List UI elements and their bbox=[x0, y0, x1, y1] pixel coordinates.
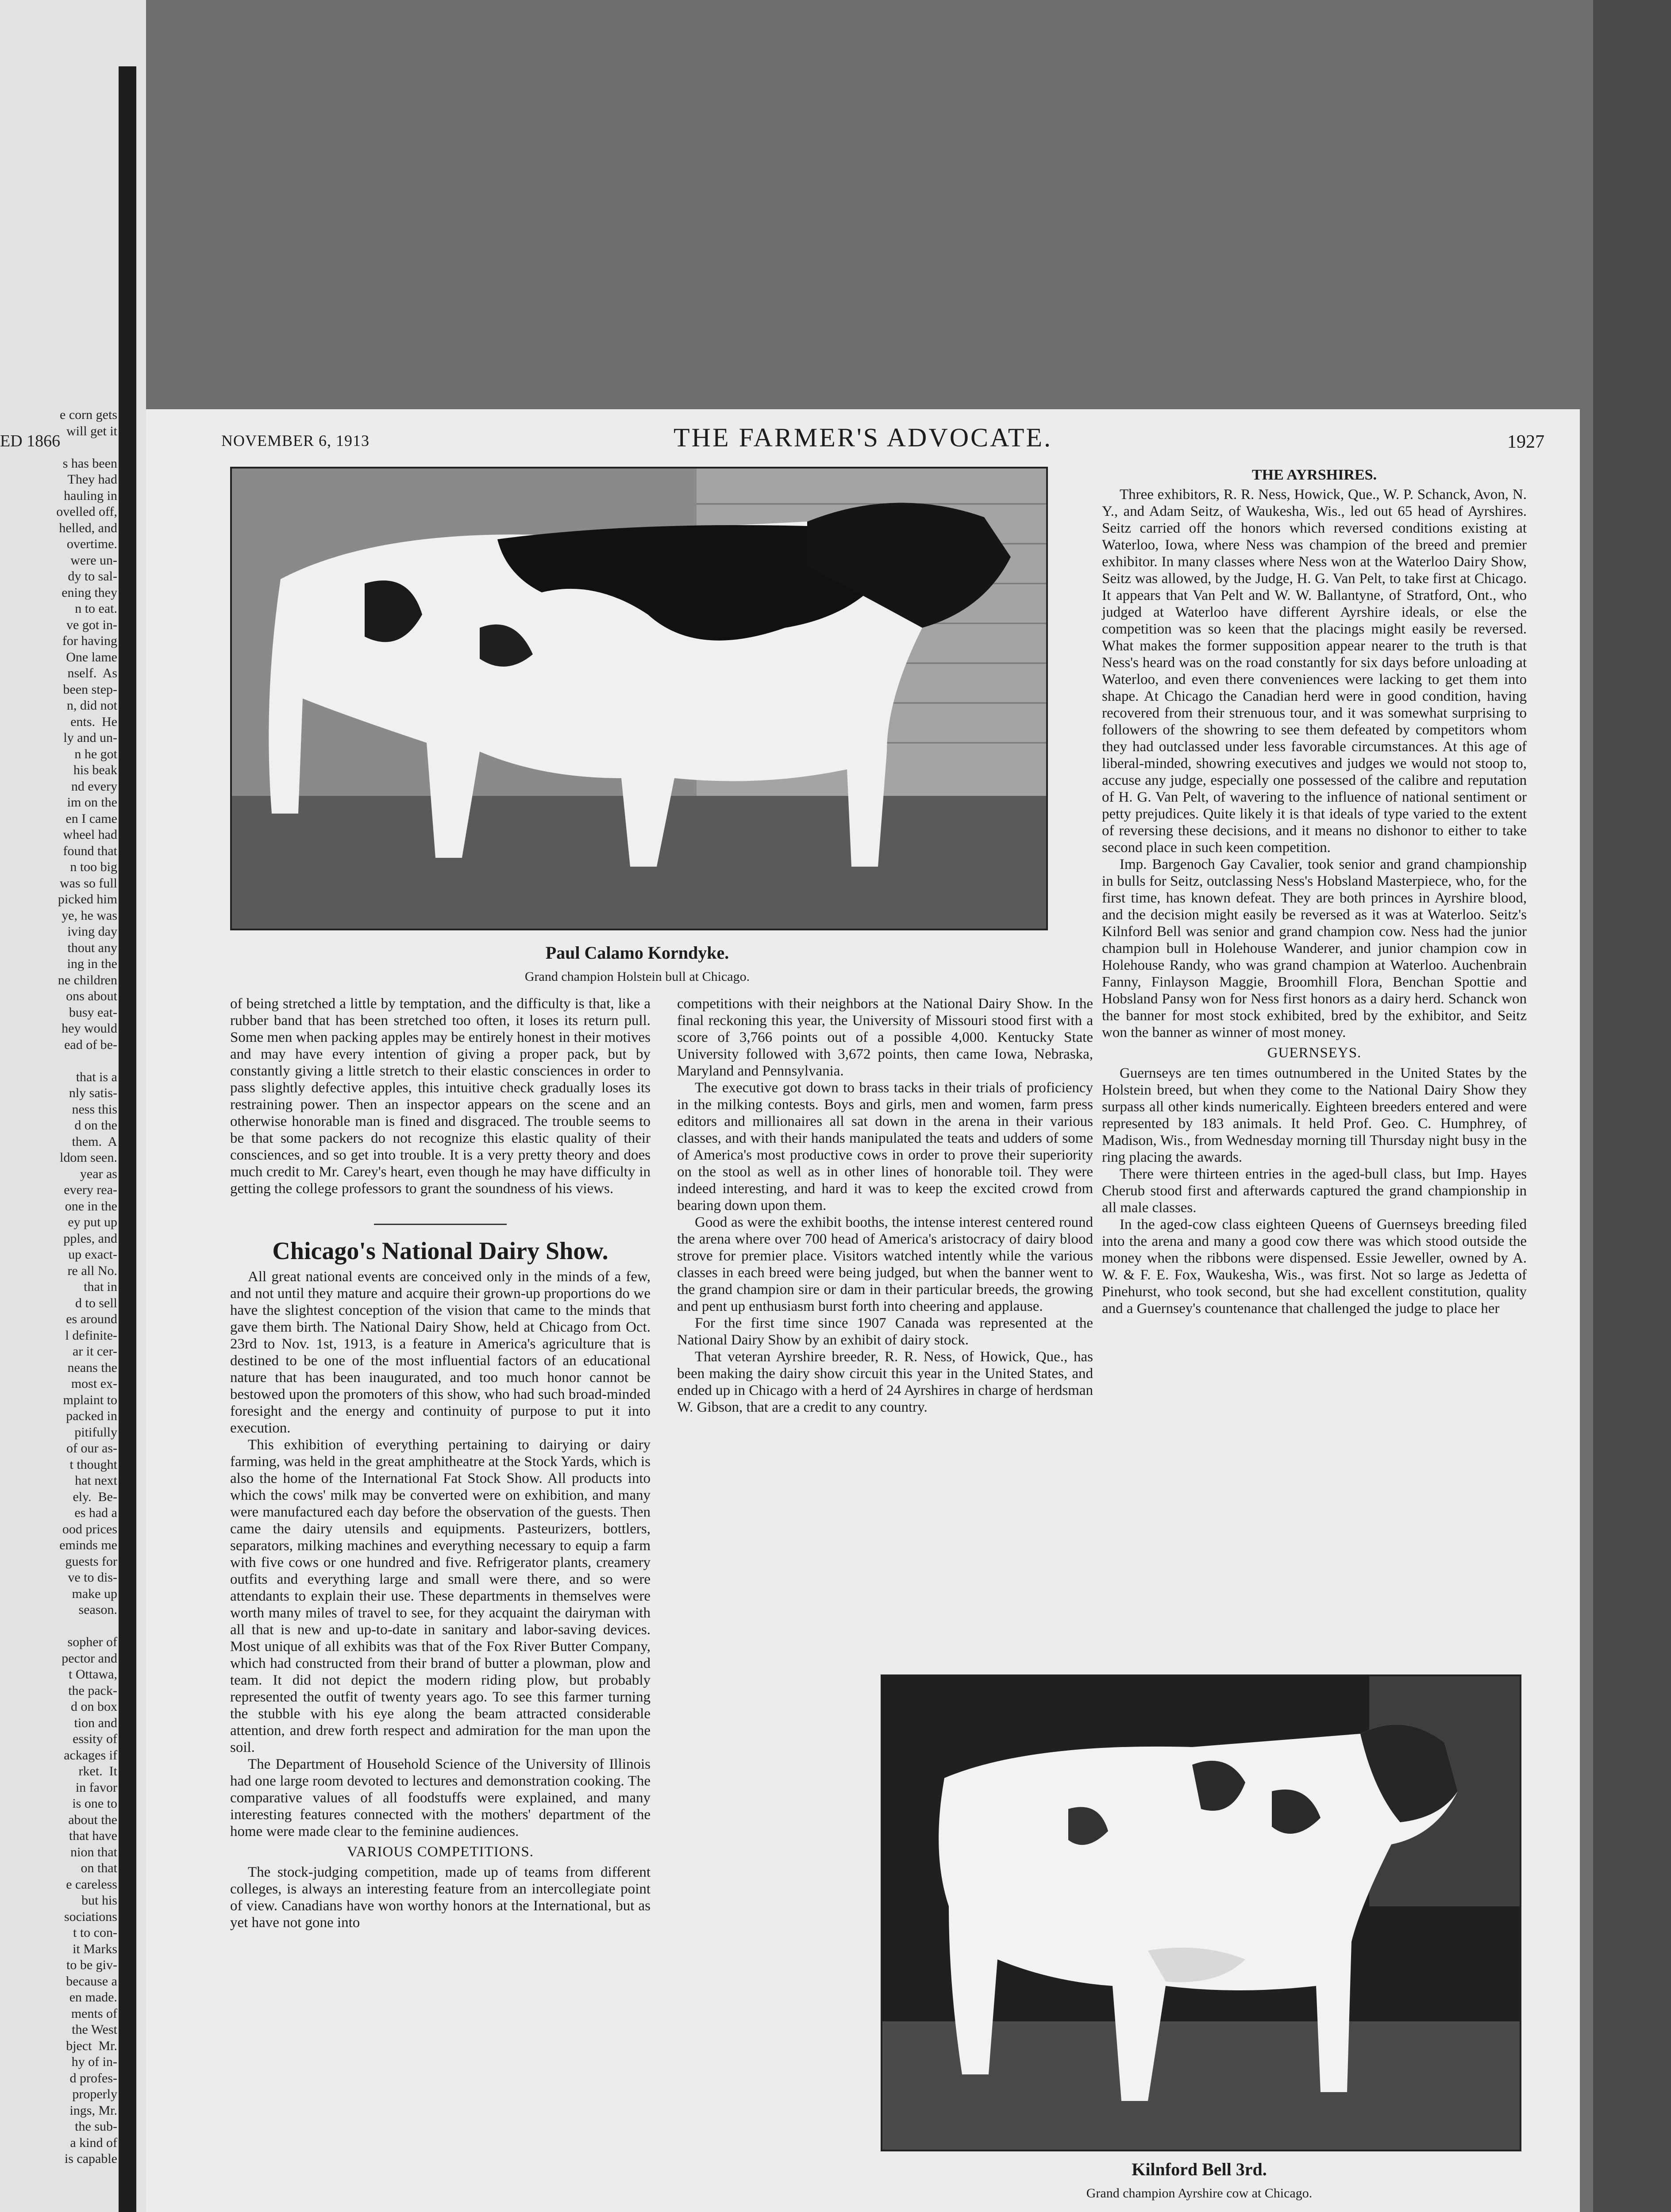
col1-paragraph: The stock-judging competition, made up of teams from different colleges, is always an interesting feature from an intercollegiate point of view. Canadians have won worthy honors at the International, but as yet have not gone into bbox=[230, 1864, 651, 1931]
facing-page-line: a kind of bbox=[70, 2135, 117, 2150]
facing-page-line: essity of bbox=[73, 1732, 117, 1746]
facing-page-line: ackages if bbox=[64, 1747, 117, 1763]
facing-page-line bbox=[0, 1053, 117, 1069]
facing-page-line: about the bbox=[68, 1812, 117, 1827]
facing-page-line: d on the bbox=[74, 1118, 117, 1133]
facing-page-line: ings, Mr. bbox=[69, 2103, 117, 2118]
bull-image bbox=[232, 469, 1046, 929]
facing-page-line: will get it bbox=[66, 423, 117, 438]
col3-paragraph: Imp. Bargenoch Gay Cavalier, took senior and grand championship in bulls for Seitz, outclassing Ness's Hobsland Masterpiece, who, for the first time, has known defeat. They are both princes in Ayrshire blood, and the decision might easily be reversed as it was at Waterloo. Seitz's Kilnford Bell was senior and grand champion cow. Ness had the junior champion bull in Holehouse Wanderer, and junior champion cow in Holehouse Randy, who was grand champion at Waterloo. Auchenbrain Fanny, Finlayson Maggie, Broomhill Flora, Benchan Spottie and Hobsland Pansy won for Ness first honors as a dairy herd. Schanck won the banner for most stock exhibited, bred by the exhibitor, and Seitz won the banner as winner of most money. bbox=[1102, 856, 1527, 1041]
facing-page-line: sociations bbox=[64, 1909, 117, 1924]
facing-page-line: ood prices bbox=[62, 1521, 117, 1536]
facing-page-line: it Marks bbox=[73, 1941, 117, 1956]
facing-page-line: ely. Be- bbox=[73, 1489, 117, 1504]
facing-page-line: his beak bbox=[73, 763, 117, 777]
col1-paragraph: The Department of Household Science of the University of Illinois had one large room devoted to lectures and demonstration cooking. The comparative values of all foodstuffs were explained, and many interesting features connected with the mothers' department of the home were made clear to the feminine audiences. bbox=[230, 1756, 651, 1839]
facing-page-line: season. bbox=[78, 1602, 117, 1617]
bull-caption-subtitle: Grand champion Holstein bull at Chicago. bbox=[524, 969, 750, 984]
facing-page-line: en I came bbox=[65, 811, 117, 826]
facing-page-line: One lame bbox=[66, 649, 117, 664]
facing-page-line: nly satis- bbox=[69, 1086, 117, 1100]
article-heading: Chicago's National Dairy Show. bbox=[272, 1237, 608, 1265]
facing-page-line: the pack- bbox=[68, 1683, 117, 1698]
facing-page-line: hauling in bbox=[64, 488, 117, 503]
facing-page-line: ons about bbox=[66, 989, 117, 1003]
section-subheading: VARIOUS COMPETITIONS. bbox=[347, 1844, 534, 1860]
facing-page-line: im on the bbox=[67, 795, 117, 810]
facing-page-line: most ex- bbox=[71, 1376, 117, 1391]
facing-page-line: mplaint to bbox=[63, 1392, 117, 1407]
facing-page-line: but his bbox=[81, 1893, 117, 1908]
facing-page-line: properly bbox=[72, 2087, 117, 2101]
section-heading-ayrshires: THE AYRSHIRES. bbox=[1251, 467, 1377, 483]
facing-page-line: was so full bbox=[60, 876, 117, 891]
facing-page-line: re all No. bbox=[67, 1263, 117, 1278]
facing-page-line: overtime. bbox=[66, 537, 117, 551]
book-gutter bbox=[119, 66, 136, 2212]
facing-page-line: ye, he was bbox=[62, 908, 117, 923]
cow-photo bbox=[881, 1674, 1521, 2151]
col1-paragraph: This exhibition of everything pertaining to dairying or dairy farming, was held in the great amphitheatre at the Stock Yards, which is also the home of the International Fat Stock Show. All products into which the cows' milk may be converted were on exhibition, and many were manufactured each day before the observation of the guests. Then came the dairy utensils and equipments. Pasteurizers, bottlers, separators, milking machines and everything necessary to equip a farm with five cows or one hundred and five. Refrigerator plants, creamery outfits and everything large and small were there, and so were attendants to explain their use. These departments in themselves were worth many miles of travel to see, for they acquaint the dairyman with all that is new and up-to-date in sanitary and labor-saving devices. Most unique of all exhibits was that of the Fox River Butter Company, which had constructed from their brand of butter a plowman, plow and team. It did not depict the modern riding plow, but probably represented the outfit of twenty years ago. To see this farmer turning the stubble with his eye along the beam attracted considerable attention, and drew forth respect and admiration for the man upon the soil. bbox=[230, 1437, 651, 1755]
facing-page-line: ne children bbox=[58, 972, 117, 987]
col2-paragraph: competitions with their neighbors at the National Dairy Show. In the final reckoning this year, the University of Missouri stood first with a score of 3,766 points out of a possible 4,000. Kentucky State University followed with 3,672 points, then came Iowa, Nebraska, Maryland and Pennsylvania. bbox=[677, 996, 1093, 1079]
header-date: NOVEMBER 6, 1913 bbox=[221, 432, 370, 449]
bull-photo bbox=[230, 467, 1048, 930]
facing-page-line: for having bbox=[62, 634, 117, 648]
facing-page-line: eminds me bbox=[59, 1538, 117, 1552]
facing-page-line: thout any bbox=[67, 940, 117, 955]
col2-paragraph: For the first time since 1907 Canada was represented at the National Dairy Show by an exhibit of dairy stock. bbox=[677, 1315, 1093, 1348]
facing-page-line: ments of bbox=[71, 2006, 117, 2021]
facing-page-line: of our as- bbox=[66, 1441, 117, 1455]
facing-page-line: ve got in- bbox=[66, 617, 117, 632]
facing-page-line: to be giv- bbox=[66, 1958, 117, 1972]
facing-page-line: l definite- bbox=[65, 1328, 117, 1343]
bull-caption bbox=[230, 942, 1044, 984]
col1-paragraph: All great national events are conceived only in the minds of a few, and not until they mature and acquire their grown-up proportions do we have the slightest conception of the vision that came to the minds that gave them birth. The National Dairy Show, held at Chicago from Oct. 23rd to Nov. 1st, 1913, is a feature in America's agriculture that is destined to be one of the most influential factors of an educational nature that has been inaugurated, and too much honor cannot be bestowed upon the promoters of this show, who had such broad-minded foresight and the energy and continuity of purpose to put it into execution. bbox=[230, 1269, 651, 1436]
facing-page-line: en made. bbox=[69, 1990, 117, 2005]
facing-page-line: pples, and bbox=[63, 1231, 117, 1246]
facing-page-line: n he got bbox=[74, 746, 117, 761]
facing-page-line: wheel had bbox=[63, 827, 117, 842]
facing-page-line: every rea- bbox=[64, 1183, 117, 1197]
facing-page-line: ve to dis- bbox=[68, 1570, 117, 1585]
facing-page-line: hey would bbox=[62, 1021, 117, 1036]
facing-page-line: ing in the bbox=[67, 956, 117, 971]
facing-page-line: one in the bbox=[65, 1198, 117, 1214]
divider bbox=[374, 1224, 507, 1225]
facing-page-line bbox=[0, 1618, 117, 1635]
col1-paragraph: of being stretched a little by temptation, and the difficulty is that, like a rubber band that has been stretched too often, it loses its return pull. Some men when packing apples may be entirely honest in their motives and may have every intention of giving a proper pack, but by constantly giving a little stretch to their elastic consciences in order to pass slightly defective apples, this intuitive check gradually loses its restraining power. Then an inspector appears on the scene and an otherwise honorable man is fined and disgraced. The trouble seems to be that some packers do not recognize this elastic quality of their consciences, and so get into trouble. It is a very pretty theory and does much credit to Mr. Carey's heart, even though he may have difficulty in getting the college professors to grant the soundness of his views. bbox=[230, 996, 651, 1197]
facing-page-line: helled, and bbox=[59, 520, 117, 535]
facing-page-line: in favor bbox=[75, 1780, 117, 1795]
facing-page-line bbox=[0, 439, 117, 456]
page-number: 1927 bbox=[1507, 432, 1544, 452]
facing-page-line: ening they bbox=[62, 585, 117, 600]
facing-page-line: t Ottawa, bbox=[69, 1667, 117, 1682]
facing-page-line: ents. He bbox=[70, 714, 117, 729]
cow-caption-title: Kilnford Bell 3rd. bbox=[1132, 2159, 1267, 2179]
facing-page-line: t to con- bbox=[73, 1925, 117, 1940]
facing-page-line: ead of be- bbox=[64, 1037, 117, 1052]
facing-page-line: ey put up bbox=[68, 1215, 117, 1229]
facing-page-head: ED 1866 bbox=[0, 432, 61, 450]
facing-page-line: ness this bbox=[72, 1102, 117, 1117]
facing-page-line: e corn gets bbox=[60, 407, 117, 422]
scan-border bbox=[1593, 0, 1671, 2212]
col2-paragraph: That veteran Ayrshire breeder, R. R. Ness, of Howick, Que., has been making the dairy show circuit this year in the United States, and ended up in Chicago with a herd of 24 Ayrshires in charge of herdsman W. Gibson, that are a credit to any country. bbox=[677, 1349, 1093, 1415]
col3-paragraph: In the aged-cow class eighteen Queens of Guernseys breeding filed into the arena and many a good cow there was which stood outside the money when the ribbons were dispensed. Essie Jeweller, owned by A. W. & F. E. Fox, Waukesha, Wis., was first. Not so large as Jedetta of Pinehurst, who took second, but she had excellent constitution, quality and a Guernsey's countenance that challenged the judge to place her bbox=[1102, 1217, 1527, 1317]
facing-page-line: on that bbox=[81, 1861, 117, 1875]
facing-page-line: year as bbox=[80, 1166, 117, 1181]
facing-page-line: packed in bbox=[66, 1409, 117, 1423]
facing-page-line: the sub- bbox=[75, 2119, 117, 2134]
facing-page-line: is capable bbox=[64, 2151, 117, 2166]
facing-page-line: hy of in- bbox=[71, 2055, 117, 2069]
facing-page-line: t thought bbox=[69, 1457, 117, 1472]
col2-paragraph: Good as were the exhibit booths, the intense interest centered round the arena where over 700 head of America's aristocracy of dairy blood strove for premier place. Visitors watched intently while the various classes in each breed were being judged, but when the banner went to the grand champion sire or dam in their particular breeds, the growing and pent up enthusiasm burst forth into cheering and applause. bbox=[677, 1214, 1093, 1314]
facing-page-line: s has been bbox=[62, 456, 117, 471]
facing-page-line: nion that bbox=[70, 1844, 117, 1859]
facing-page-line: them. A bbox=[72, 1134, 117, 1149]
cow-caption bbox=[881, 2159, 1518, 2201]
facing-page-line: up exact- bbox=[68, 1247, 117, 1262]
facing-page-line: dy to sal- bbox=[68, 569, 117, 584]
facing-page-line: rket. It bbox=[78, 1764, 117, 1778]
col2-paragraph: The executive got down to brass tacks in their trials of proficiency in the milking contests. Boys and girls, men and women, farm press editors and millionaires all sat down in the arena in their various classes, and with their hands manipulated the teats and udders of some of America's most productive cows in order to prove their superiority on the stool as well as in other lines of honorable toil. They were indeed interesting, and hard it was to keep the excited crowd from bearing down upon them. bbox=[677, 1080, 1093, 1214]
column-2 bbox=[677, 995, 1093, 1416]
column-1 bbox=[230, 995, 651, 1931]
page bbox=[146, 409, 1580, 2212]
facing-page-line: n to eat. bbox=[75, 601, 117, 616]
facing-page-line: n too big bbox=[70, 860, 117, 874]
facing-page-line: pector and bbox=[62, 1651, 117, 1666]
facing-page-line: been step- bbox=[63, 682, 117, 697]
facing-page-line: n, did not bbox=[66, 698, 117, 713]
facing-page-line: that in bbox=[84, 1279, 117, 1294]
facing-page-line: ly and un- bbox=[63, 730, 117, 745]
facing-page-line: d to sell bbox=[75, 1295, 117, 1310]
facing-page-line: tion and bbox=[74, 1715, 117, 1730]
column-3 bbox=[1102, 467, 1527, 1317]
col3-paragraph: Guernseys are ten times outnumbered in the United States by the Holstein breed, but when they come to the National Dairy Show they surpass all other kinds numerically. Eighteen breeders entered and were represented by 183 animals. It held Prof. Geo. C. Humphrey, of Madison, Wis., from Wednesday morning till Thursday night busy in the ring placing the awards. bbox=[1102, 1065, 1527, 1165]
facing-page-line: sopher of bbox=[67, 1635, 117, 1649]
facing-page-line: iving day bbox=[67, 924, 117, 939]
facing-page-line: d on box bbox=[71, 1699, 117, 1714]
bull-caption-title: Paul Calamo Korndyke. bbox=[545, 943, 729, 963]
running-header bbox=[146, 422, 1580, 453]
facing-page-line: bject Mr. bbox=[66, 2038, 117, 2053]
facing-page-line: e careless bbox=[66, 1877, 117, 1892]
facing-page-line: es around bbox=[66, 1312, 117, 1326]
section-heading-guernseys: GUERNSEYS. bbox=[1267, 1045, 1362, 1061]
facing-page-line: d profes- bbox=[69, 2070, 117, 2085]
facing-page-line: that is a bbox=[76, 1069, 117, 1084]
col3-paragraph: Three exhibitors, R. R. Ness, Howick, Que., W. P. Schanck, Avon, N. Y., and Adam Seitz, of Waukesha, Wis., led out 65 head of Ayrshires. Seitz carried off the honors which reversed conditions existing at Waterloo, Iowa, where Ness was champion of the breed and premier exhibitor. In many classes where Ness won at the Waterloo Dairy Show, Seitz was allowed, by the Judge, H. G. Van Pelt, to take first at Chicago. It appears that Van Pelt and W. W. Ballantyne, of Stratford, Ont., who judged at Waterloo have different Ayrshire ideals, or else the competition was so keen that the placings might easily be reversed. What makes the former supposition appear nearer to the truth is that Ness's heard was on the road constantly for six days before unloading at Waterloo, and even there conveniences were lacking to get them into shape. At Chicago the Canadian herd were in good condition, having recovered from their strenuous tour, and it was somewhat surprising to followers of the showring to see them defeated by competitors whom they had outclassed under less favorable circumstances. At this age of liberal-minded, showring executives and judges we would not stoop to, accuse any judge, especially one possessed of the calibre and reputation of H. G. Van Pelt, of wavering to the influence of national sentiment or petty prejudices. Quite likely it is that ideals of type varied to the extent of reversing these decisions, and it means no dishonor to either to take second place in such keen competition. bbox=[1102, 487, 1527, 856]
cow-caption-subtitle: Grand champion Ayrshire cow at Chicago. bbox=[1086, 2186, 1313, 2200]
facing-page-line: guests for bbox=[65, 1554, 117, 1569]
facing-page-line: because a bbox=[66, 1974, 117, 1989]
facing-page-line: the West bbox=[72, 2022, 117, 2037]
facing-page-line: They had bbox=[67, 472, 117, 487]
facing-page-line: found that bbox=[63, 843, 117, 858]
facing-page-line: is one to bbox=[72, 1796, 117, 1811]
cow-image bbox=[882, 1676, 1520, 2150]
facing-page-line: ldom seen. bbox=[60, 1150, 117, 1165]
facing-page-line: neans the bbox=[67, 1360, 117, 1375]
col3-paragraph: There were thirteen entries in the aged-bull class, but Imp. Hayes Cherub stood first and afterwards captured the grand championship in all male classes. bbox=[1102, 1166, 1527, 1216]
facing-page-line: that have bbox=[69, 1828, 117, 1843]
facing-page-line: make up bbox=[72, 1586, 117, 1601]
facing-page-line: busy eat- bbox=[69, 1005, 117, 1020]
header-title: THE FARMER'S ADVOCATE. bbox=[673, 423, 1053, 452]
facing-page-line: hat next bbox=[75, 1473, 117, 1488]
facing-page-line: picked him bbox=[58, 892, 117, 906]
facing-page-line: were un- bbox=[70, 553, 117, 568]
facing-page-line: es had a bbox=[74, 1505, 117, 1520]
facing-page-line: nself. As bbox=[67, 666, 117, 680]
facing-page-line: ar it cer- bbox=[73, 1344, 117, 1359]
facing-page-line: ovelled off, bbox=[56, 504, 117, 519]
facing-page-text bbox=[0, 407, 117, 2167]
facing-page-line: pitifully bbox=[74, 1425, 117, 1440]
facing-page-line: nd every bbox=[71, 779, 117, 794]
